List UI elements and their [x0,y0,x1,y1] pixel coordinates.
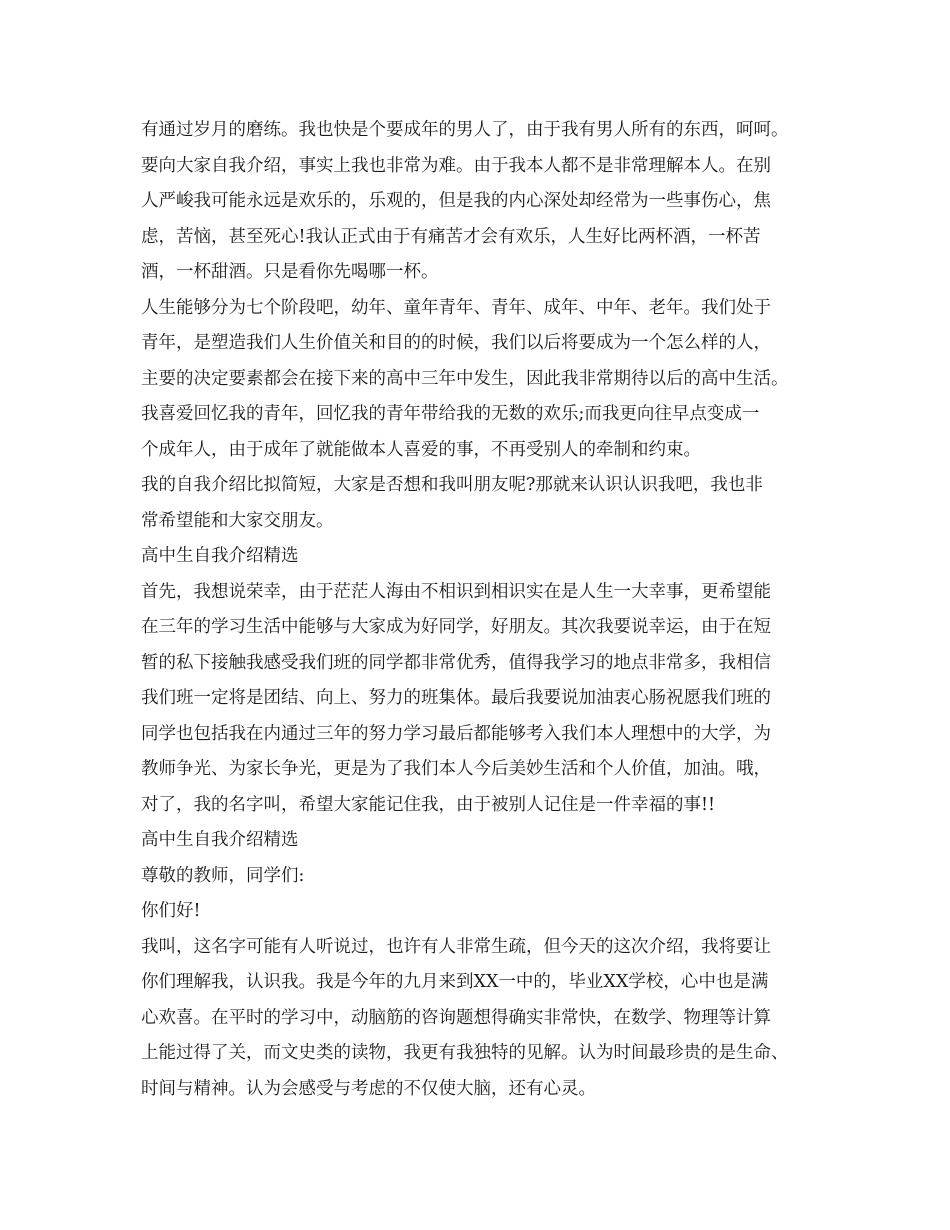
text-line: 人生能够分为七个阶段吧，幼年、童年青年、青年、成年、中年、老年。我们处于 [141,297,771,318]
section-heading: 高中生自我介绍精选 [141,546,299,566]
text-line: 青年，是塑造我们人生价值关和目的的时候，我们以后将要成为一个怎么样的人， [141,333,771,353]
text-line: 同学也包括我在内通过三年的努力学习最后都能够考入我们本人理想中的大学，为 [141,723,771,744]
salutation: 尊敬的教师，同学们: [141,865,305,886]
text-line: 个成年人，由于成年了就能做本人喜爱的事，不再受别人的牵制和约束。 [141,439,701,460]
text-line: 上能过得了关，而文史类的读物，我更有我独特的见解。认为时间最珍贵的是生命、 [141,1043,789,1063]
text-line: 虑，苦恼，甚至死心!我认正式由于有痛苦才会有欢乐，人生好比两杯酒，一杯苦 [141,226,761,247]
text-line: 对了，我的名字叫，希望大家能记住我，由于被别人记住是一件幸福的事!! [141,794,716,815]
text-line: 你们理解我，认识我。我是今年的九月来到XX一中的，毕业XX学校，心中也是满 [141,972,769,992]
text-line: 时间与精神。认为会感受与考虑的不仅使大脑，还有心灵。 [141,1078,596,1099]
text-line: 教师争光、为家长争光，更是为了我们本人今后美妙生活和个人价值，加油。哦， [141,759,771,779]
text-line: 我叫，这名字可能有人听说过，也许有人非常生疏，但今天的这次介绍，我将要让 [141,936,771,957]
text-line: 在三年的学习生活中能够与大家成为好同学，好朋友。其次我要说幸运，由于在短 [141,617,771,637]
section-heading: 高中生自我介绍精选 [141,830,299,850]
text-line: 要向大家自我介绍，事实上我也非常为难。由于我本人都不是非常理解本人。在别 [141,155,771,176]
document-body [141,113,821,1107]
text-line: 主要的决定要素都会在接下来的高中三年中发生，因此我非常期待以后的高中生活。 [141,368,789,389]
text-line: 人严峻我可能永远是欢乐的，乐观的，但是我的内心深处却经常为一些事伤心，焦 [141,191,771,211]
text-line: 我的自我介绍比拟简短，大家是否想和我叫朋友呢?那就来认识认识我吧，我也非 [141,475,763,495]
text-line: 有通过岁月的磨练。我也快是个要成年的男人了，由于我有男人所有的东西，呵呵。 [141,120,789,140]
text-line: 我喜爱回忆我的青年，回忆我的青年带给我的无数的欢乐;而我更向往早点变成一 [141,404,760,424]
text-line: 首先，我想说荣幸，由于茫茫人海由不相识到相识实在是人生一大幸事，更希望能 [141,581,771,602]
text-line: 常希望能和大家交朋友。 [141,510,334,531]
text-line: 我们班一定将是团结、向上、努力的班集体。最后我要说加油衷心肠祝愿我们班的 [141,688,771,708]
text-line: 心欢喜。在平时的学习中，动脑筋的咨询题想得确实非常快，在数学、物理等计算 [141,1007,771,1028]
text-line: 暂的私下接触我感受我们班的同学都非常优秀，值得我学习的地点非常多，我相信 [141,652,771,673]
text-line: 酒，一杯甜酒。只是看你先喝哪一杯。 [141,262,439,282]
greeting: 你们好! [141,901,201,921]
